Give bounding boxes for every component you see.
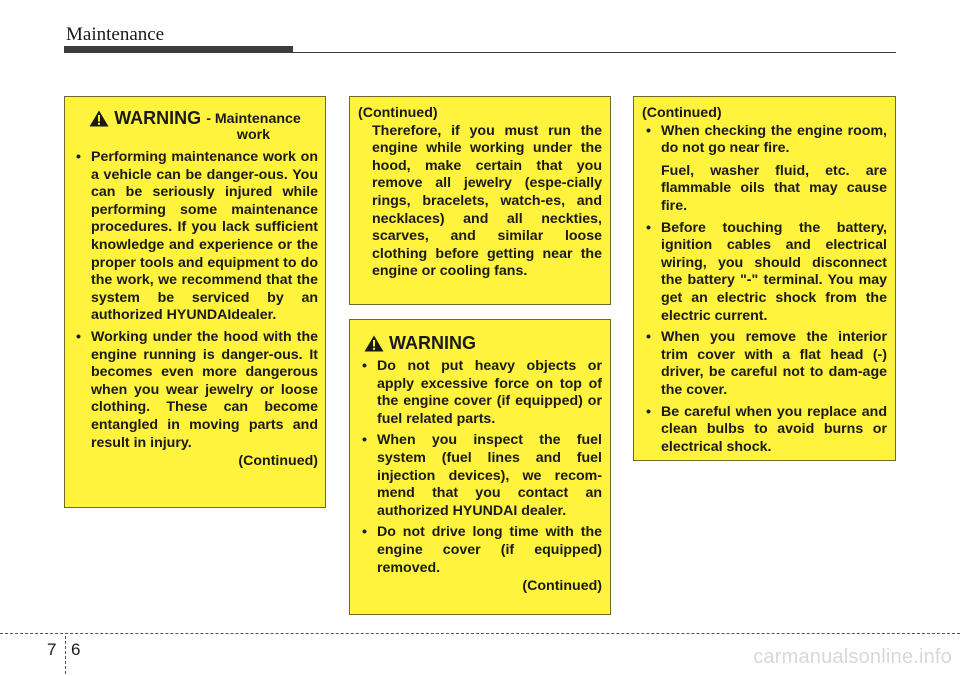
- warning-title: WARNING: [114, 108, 202, 128]
- continued-box-jewelry: [349, 96, 611, 305]
- header-rule: [293, 52, 896, 53]
- continued-label: (Continued): [642, 105, 722, 121]
- list-item: • Before touching the battery, ignition cables and electrical wiring, you should disconnect the battery "-" terminal. You may get an electric shock from the electric current.: [642, 220, 887, 326]
- warning-subtitle: - Maintenance work: [206, 111, 301, 143]
- list-item: • Working under the hood with the engine running is danger-ous. It becomes even more dangerous when you wear jewelry or loose clothing. These can become entangled in moving parts and result in injury.: [72, 329, 318, 452]
- continued-label: (Continued): [522, 578, 602, 595]
- warning-box-engine-cover: [349, 319, 611, 615]
- warning-triangle-icon: [89, 110, 109, 127]
- list-item: • When you remove the interior trim cover with a flat head (-) driver, be careful not to dam-age the cover.: [642, 329, 887, 399]
- list-item: • Performing maintenance work on a vehicle can be danger-ous. You can be seriously injured while performing some maintenance procedures. If you lack sufficient knowledge and experience or the proper tools and equipment to do the work, we recommend that the system be serviced by an authorized HYUNDAIdealer.: [72, 149, 318, 325]
- header-bar: [64, 46, 293, 53]
- watermark: carmanualsonline.info: [753, 646, 952, 668]
- footer-rule: [0, 633, 960, 634]
- continued-label: (Continued): [358, 105, 438, 121]
- warning-title: WARNING: [389, 333, 476, 353]
- continued-box-battery: [633, 96, 896, 461]
- page-number: 6: [71, 640, 81, 659]
- list-item: • Be careful when you replace and clean bulbs to avoid burns or electrical shock.: [642, 404, 887, 457]
- chapter-number: 7: [47, 640, 57, 659]
- list-item: • When checking the engine room, do not go near fire. Fuel, washer fluid, etc. are flammable oils that may cause fire.: [642, 123, 887, 216]
- warning-header: [358, 332, 602, 354]
- list-item: • Do not drive long time with the engine cover (if equipped) removed.: [358, 524, 602, 577]
- paragraph: Therefore, if you must run the engine while working under the hood, make certain that you remove all jewelry (espe-cially rings, bracelets, watch-es, and necklaces) and all neckties, scarves, and similar loose clothing before getting near the engine or cooling fans.: [372, 122, 602, 280]
- page-number-divider: [65, 636, 66, 674]
- warning-header: [72, 107, 318, 143]
- caution-list: [642, 123, 887, 457]
- continued-label: (Continued): [238, 453, 318, 470]
- warning-list: [72, 149, 318, 452]
- list-item: • When you inspect the fuel system (fuel lines and fuel injection devices), we recom-mend that you contact an authorized HYUNDAI dealer.: [358, 432, 602, 520]
- page-header-title: Maintenance: [66, 24, 165, 45]
- warning-triangle-icon: [364, 335, 384, 352]
- warning-box-maintenance: [64, 96, 326, 508]
- list-item: • Do not put heavy objects or apply excessive force on top of the engine cover (if equipped) or fuel related parts.: [358, 358, 602, 428]
- warning-list: [358, 358, 602, 577]
